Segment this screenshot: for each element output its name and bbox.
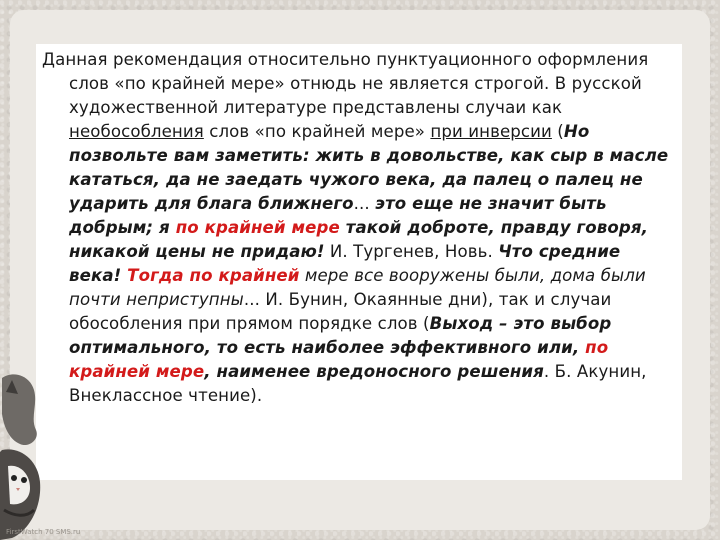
example-quote: такой доброте, правду говоря, никакой цены не придаю! — [69, 218, 648, 261]
text-panel — [36, 44, 682, 480]
text-run: И. Тургенев, Новь. — [324, 242, 499, 261]
text-run: слов «по крайней мере» — [203, 122, 431, 141]
highlighted-phrase: по крайней мере — [69, 338, 609, 381]
highlighted-phrase: по крайней мере — [175, 218, 340, 237]
example-quote: Что средние века! — [69, 242, 621, 285]
text-run: . Б. Акунин, Внеклассное чтение). — [69, 362, 647, 405]
example-quote: Но позвольте вам заметить: жить в довольстве, как сыр в масле кататься, да не заедать чужого века, да палец о палец не ударить для блага ближнего — [69, 122, 669, 213]
highlighted-phrase: Тогда по крайней — [127, 266, 300, 285]
text-run: ... — [353, 194, 376, 213]
example-quote: это еще не значит быть добрым; я — [69, 194, 607, 237]
text-run: ( — [551, 122, 564, 141]
underlined-term: при инверсии — [430, 122, 552, 141]
example-quote: мере все вооружены были, дома были почти неприступны — [69, 266, 646, 309]
text-run: Данная рекомендация относительно пунктуационного оформления слов «по крайней мере» отнюдь не является строгой. В русской художественной литературе представлены случаи как — [42, 50, 649, 117]
text-run: ... И. Бунин, Окаянные дни), так и случаи обособления при прямом порядке слов ( — [69, 290, 612, 333]
example-quote: , наименее вредоносного решения — [204, 362, 544, 381]
example-quote: Выход – это выбор оптимального, то есть наиболее эффективного или, — [69, 314, 612, 357]
watermark: FirstWatch 70 SMS.ru — [6, 528, 81, 536]
body-paragraph — [42, 48, 674, 408]
underlined-term: необособления — [69, 122, 204, 141]
cat-icon — [0, 370, 46, 540]
